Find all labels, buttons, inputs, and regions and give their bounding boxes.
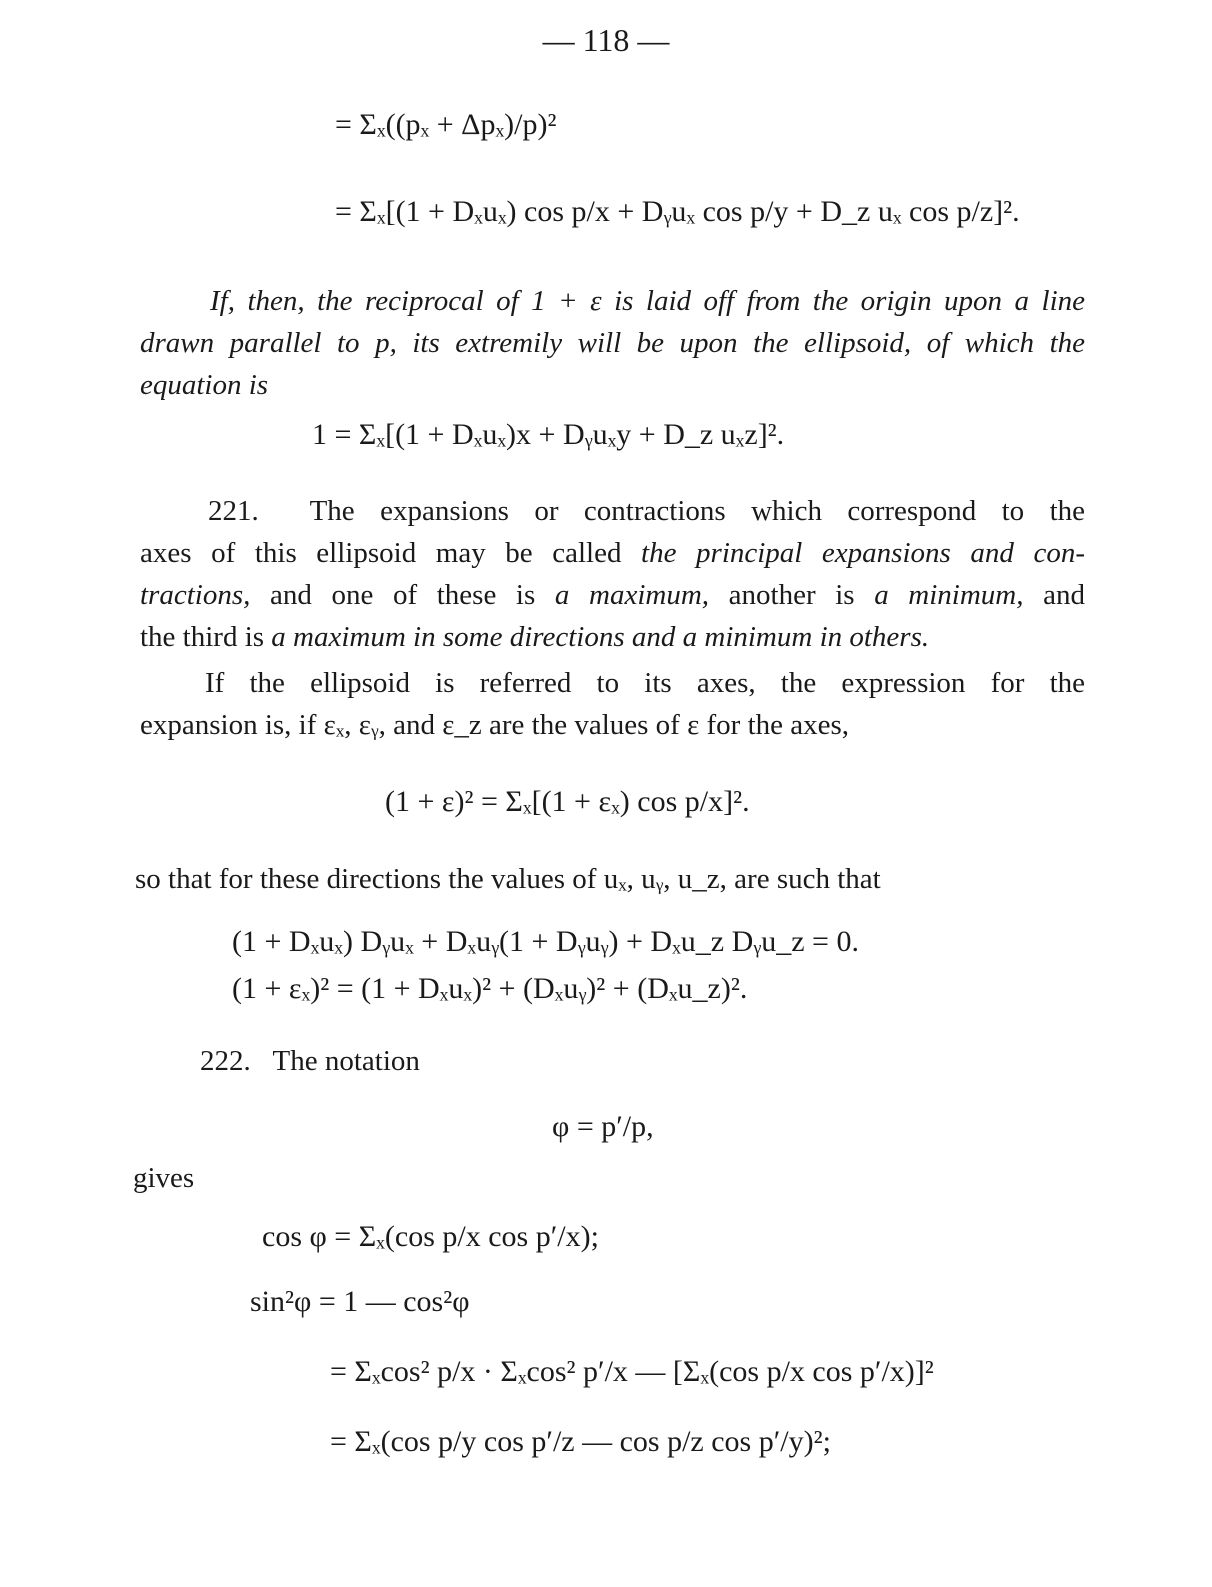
text-run: another is [709,579,875,611]
equation-10-text: = Σₓcos² p/x · Σₓcos² p′/x — [Σₓ(cos p/x cos p′/x)]² [330,1355,934,1388]
equation-6 [232,972,747,1006]
equation-7-text: φ = p′/p, [552,1110,654,1143]
section-221-line-4 [140,616,1085,658]
text-run-italic: a maximum in some directions and a minimum in others. [271,621,930,653]
equation-7 [552,1110,654,1144]
equation-8-text: cos φ = Σₓ(cos p/x cos p′/x); [262,1220,599,1253]
text-run-italic: tractions, [140,579,251,611]
equation-2 [335,195,1020,229]
text-run: and one of these is [250,579,555,611]
equation-8 [262,1220,599,1254]
paragraph-line: If the ellipsoid is referred to its axes, the expression for the [205,667,1085,699]
text-run: the third is [140,621,272,653]
equation-5-text: (1 + Dₓuₓ) Dᵧuₓ + Dₓuᵧ(1 + Dᵧuᵧ) + Dₓu_z Dᵧu_z = 0. [232,925,859,958]
equation-9-text: sin²φ = 1 — cos²φ [250,1285,470,1318]
equation-1-text: = Σₓ((pₓ + Δpₓ)/p)² [335,108,557,141]
section-221-line-3 [140,574,1085,616]
paragraph-line: If, then, the reciprocal of 1 + ε is laid off from the origin upon a line [210,285,1085,317]
equation-2-text: = Σₓ[(1 + Dₓuₓ) cos p/x + Dᵧuₓ cos p/y + D_z uₓ cos p/z]². [335,195,1020,228]
text-run-italic: a maximum, [554,579,710,611]
equation-3-text: 1 = Σₓ[(1 + Dₓuₓ)x + Dᵧuₓy + D_z uₓz]². [312,418,785,451]
section-number: 222. [200,1045,251,1077]
equation-1 [335,108,556,142]
equation-4-text: (1 + ε)² = Σₓ[(1 + εₓ) cos p/x]². [385,785,750,818]
section-221-line-1 [140,490,1085,532]
equation-6-text: (1 + εₓ)² = (1 + Dₓuₓ)² + (Dₓuᵧ)² + (Dₓu_z)². [232,972,748,1005]
page-number: — 118 — [542,22,670,58]
section-222-text: The notation [272,1045,420,1077]
paragraph-line: drawn parallel to p, its extremily will be upon the ellipsoid, of which the [140,327,1085,359]
gives-label: gives [133,1162,195,1194]
text-run: axes of this ellipsoid may be called [140,537,642,569]
section-number: 221. [208,495,259,527]
paragraph-line: expansion is, if εₓ, εᵧ, and ε_z are the values of ε for the axes, [140,709,850,741]
equation-9 [250,1285,470,1319]
equation-11-text: = Σₓ(cos p/y cos p′/z — cos p/z cos p′/y)²; [330,1425,831,1458]
paragraph-directions [135,858,1080,900]
paragraph-reciprocal [140,280,1085,406]
section-221 [140,490,1085,658]
equation-4 [385,785,750,819]
equation-10 [330,1355,934,1389]
section-221-line-2 [140,532,1085,574]
section-222 [200,1045,420,1078]
text-run-italic: the principal expansions and con- [641,537,1085,569]
equation-11 [330,1425,831,1459]
equation-5 [232,925,859,959]
text-run-italic: a minimum, [874,579,1024,611]
paragraph-line: so that for these directions the values of uₓ, uᵧ, u_z, are such that [135,863,881,895]
paragraph-axes [140,662,1085,746]
paragraph-line: equation is [140,369,269,401]
equation-3 [312,418,784,452]
section-221-text: The expansions or contractions which correspond to the [309,495,1086,527]
text-run: and [1023,579,1085,611]
